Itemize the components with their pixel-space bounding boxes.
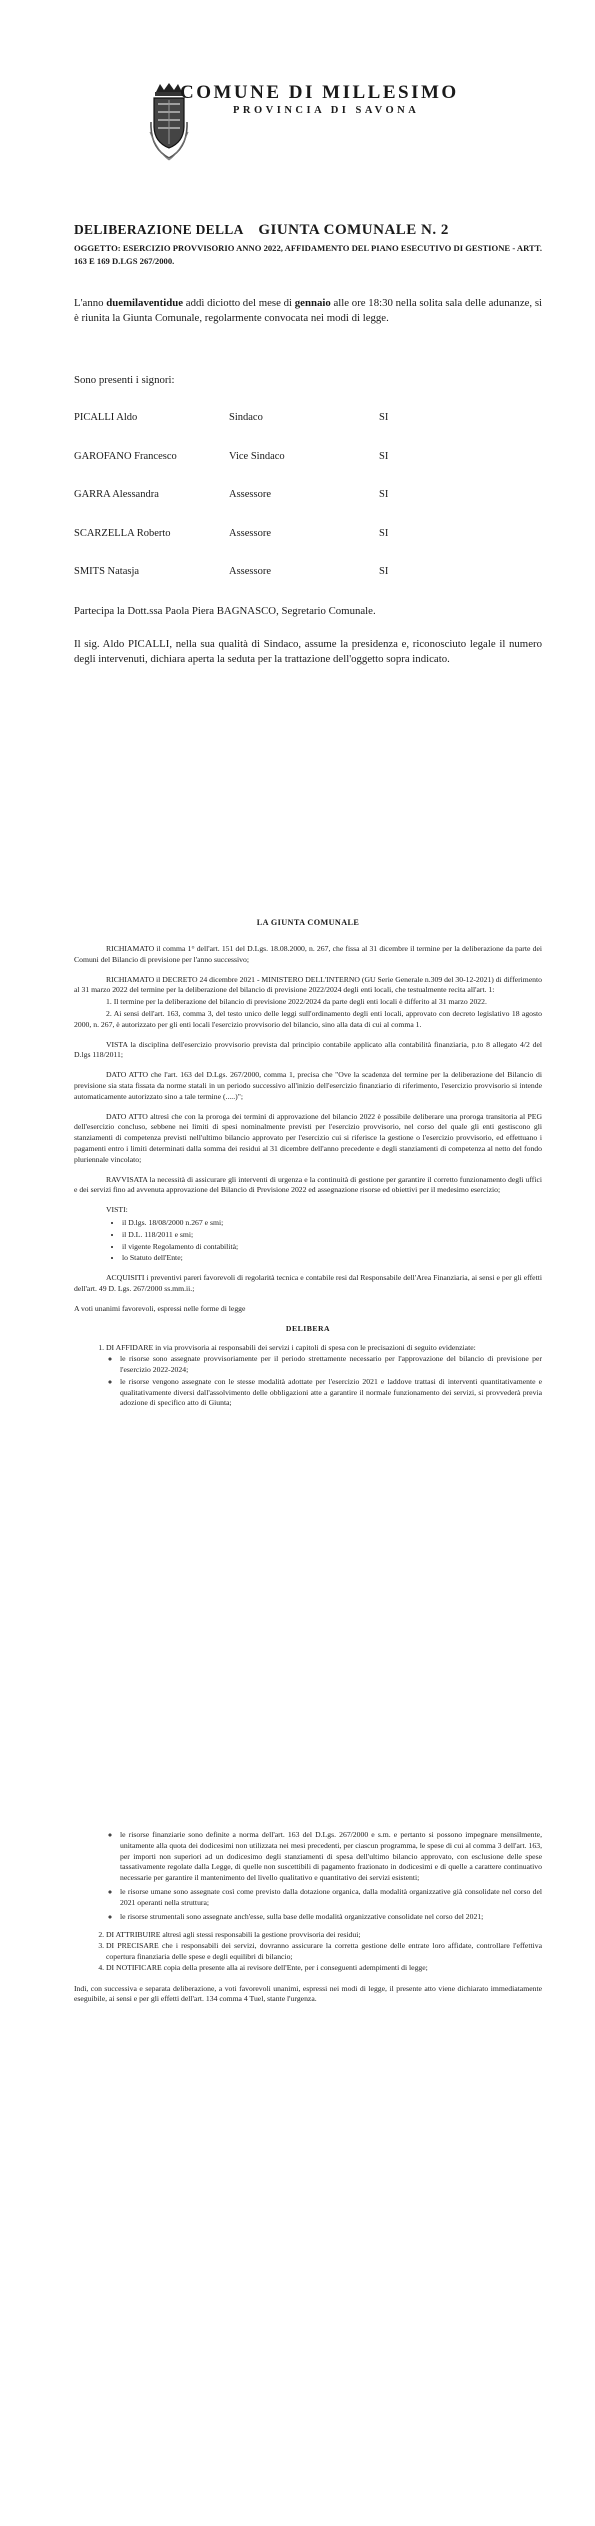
intro-paragraph: [74, 296, 542, 325]
list-item: • il D.L. 118/2011 e smi;: [122, 1230, 542, 1241]
attendee-present: SI: [379, 450, 389, 462]
final-paragraph: Indi, con successiva e separata deliberazione, a voti favorevoli unanimi, espressi nei modi di legge, il presente atto viene dichiarato immediatamente eseguibile, ai sensi e per gli effetti dell'art. 134 comma 4 Tuel, stante l'urgenza.: [74, 1983, 542, 2004]
list-item: 3. DI PRECISARE che i responsabili dei servizi, dovranno assicurare la corretta gestione delle entrate loro affidate, controllare l'effettiva copertura finanziaria delle spese e degli equilibri di bilancio;: [106, 1941, 542, 1963]
list-item: • il vigente Regolamento di contabilità;: [122, 1242, 542, 1253]
attendee-name: GAROFANO Francesco: [74, 450, 177, 462]
table-row: [74, 566, 419, 605]
attendee-role: Assessore: [229, 566, 271, 577]
delibera-list: [74, 1343, 542, 1409]
vista-paragraph: VISTA la disciplina dell'esercizio provvisorio prevista dal principio contabile applicato alla contabilità finanziaria, p.to 8 allegato 4/2 del D.lgs 118/2011;: [74, 1039, 542, 1060]
ravvisata-paragraph: RAVVISATA la necessità di assicurare gli interventi di urgenza e la continuità di gestione per garantire il corretto funzionamento degli uffici e dei servizi fino ad avvenuta approvazione del Bilancio di Previsione 2022 ed assegnazione risorse ed obiettivi per il medesimo esercizio;: [74, 1174, 542, 1195]
giunta-heading: LA GIUNTA COMUNALE: [256, 918, 360, 927]
deliberation-body: [74, 944, 542, 1410]
delibera-continued: [74, 1830, 542, 2014]
attendee-name: SCARZELLA Roberto: [74, 527, 171, 539]
intro-giorno: addì diciotto del mese di: [185, 297, 293, 309]
dato-atto-1: DATO ATTO che l'art. 163 del D.Lgs. 267/2000, comma 1, precisa che "Ove la scadenza del termine per la deliberazione del Bilancio di previsione sia stata fissata da norme statali in un periodo successivo all'inizio dell'esercizio finanziario di riferimento, l'esercizio provvisorio si intende automaticamente autorizzato sino a tale termine (.....)";: [74, 1070, 542, 1101]
richiamato-2a: 1. Il termine per la deliberazione del bilancio di previsione 2022/2024 da parte degli enti locali è differito al 31 marzo 2022.: [106, 997, 487, 1007]
list-item: ◦ le risorse vengono assegnate con le stesse modalità adottate per l'esercizio 2021 e laddove trattasi di interventi quantitativamente e qualitativamente diversi dall'assolvimento delle obbligazioni atte a garantire il normale funzionamento dei servizi, si provvederà previa adozione di specifico atto di Giunta;: [120, 1377, 542, 1409]
attendee-role: Vice Sindaco: [229, 450, 285, 462]
attendee-role: Sindaco: [229, 412, 263, 423]
list-item: [106, 1343, 542, 1409]
table-row: [74, 412, 419, 451]
list-item: ◦ le risorse finanziarie sono definite a norma dell'art. 163 del D.Lgs. 267/2000 e s.m. e pertanto si possono impegnare mensilmente, unitamente alla quota dei dodicesimi non utilizzata nei mesi precedenti, per ciascun programma, le spese di cui al comma 3 dell'art. 163, per importi non superiori ad un dodicesimo degli stanziamenti di spesa dell'ultimo bilancio approvato, con esclusione delle spese tassativamente regolate dalla Legge, di quelle non suscettibili di pagamento frazionato in dodicesimi e di quelle a carattere continuativo necessarie per garantire il mantenimento del livello qualitativo e quantitativo dei servizi esistenti;: [120, 1830, 542, 1884]
list-item: • lo Statuto dell'Ente;: [122, 1253, 542, 1264]
delibera-sublist-continued: [106, 1830, 542, 1922]
delibera-heading: DELIBERA: [285, 1323, 331, 1333]
richiamato-2: RICHIAMATO il DECRETO 24 dicembre 2021 - MINISTERO DELL'INTERNO (GU Serie Generale n.309 del 30-12-2021) di differimento al 31 marzo 2022 del termine per la deliberazione del bilancio di previsione 2022/2024 degli enti locali, che testualmente recita all'art. 1:: [74, 974, 542, 995]
list-item: ◦ le risorse sono assegnate provvisoriamente per il periodo strettamente necessario per l'approvazione del bilancio di previsione per l'esercizio 2022-2024;: [120, 1354, 542, 1376]
presenti-label: Sono presenti i signori:: [74, 374, 175, 386]
intro-mese: gennaio: [294, 297, 331, 309]
list-item: [106, 1830, 542, 1922]
richiamato-2b: 2. Ai sensi dell'art. 163, comma 3, del testo unico delle leggi sull'ordinamento degli enti locali, approvato con decreto legislativo 18 agosto 2000, n. 267, è autorizzato per gli enti locali l'esercizio provvisorio del bilancio, sino alla data di cui al comma 1.: [74, 1008, 542, 1029]
deliberazione-label: DELIBERAZIONE DELLA: [74, 222, 244, 237]
presidenza-paragraph: Il sig. Aldo PICALLI, nella sua qualità di Sindaco, assume la presidenza e, riconosciuto legale il numero degli intervenuti, dichiara aperta la seduta per la trattazione dell'oggetto sopra indicato.: [74, 638, 542, 665]
oggetto: OGGETTO: ESERCIZIO PROVVISORIO ANNO 2022, AFFIDAMENTO DEL PIANO ESECUTIVO DI GESTIONE - ARTT. 163 E 169 D.LGS 267/2000.: [74, 243, 542, 266]
dato-atto-2: DATO ATTO altresì che con la proroga dei termini di approvazione del bilancio 2022 è possibile deliberare una proroga transitoria al PEG dell'esercizio concluso, sebbene nei limiti di spesi nominalmente previsti per l'esercizio provvisorio, nel corso del quale gli enti gestiscono gli stanziamenti di competenza previsti nell'ultimo bilancio approvato per l'esercizio cui si riferisce la gestione o l'esercizio provvisorio, ed effettuano i pagamenti entro i limiti determinati dalla somma dei residui al 31 dicembre dell'anno precedente e degli stanziamenti di competenza al netto del fondo pluriennale vincolato;: [74, 1111, 542, 1164]
attendee-role: Assessore: [229, 489, 271, 500]
delibera-sublist: [106, 1354, 542, 1409]
list-item: 2. DI ATTRIBUIRE altresì agli stessi responsabili la gestione provvisoria dei residui;: [106, 1930, 542, 1941]
deliberazione-title: [74, 222, 449, 239]
attendee-role: Assessore: [229, 527, 271, 539]
attendee-present: SI: [379, 489, 389, 500]
intro-anno: duemilaventidue: [106, 297, 184, 309]
delibera-list-tail: [74, 1930, 542, 1973]
table-row: [74, 489, 419, 528]
segretario-paragraph: Partecipa la Dott.ssa Paola Piera BAGNASCO, Segretario Comunale.: [74, 605, 376, 617]
intro-rest: alle ore 18:30 nella solita sala delle adunanze, si è riunita la Giunta Comunale, regolarmente convocata nei modi di legge.: [74, 297, 543, 324]
list-item: ◦ le risorse umane sono assegnate così come previsto dalla dotazione organica, dalla modalità organizzative già consolidate nel corso del 2021 operanti nella struttura;: [120, 1887, 542, 1909]
provincia-name: PROVINCIA DI SAVONA: [233, 105, 420, 116]
visti-label: VISTI:: [106, 1205, 128, 1215]
voti-paragraph: A voti unanimi favorevoli, espressi nelle forme di legge: [74, 1303, 246, 1313]
list-item: • il D.lgs. 18/08/2000 n.267 e smi;: [122, 1218, 542, 1229]
giunta-number: GIUNTA COMUNALE N. 2: [258, 222, 449, 238]
acquisiti-paragraph: ACQUISITI i preventivi pareri favorevoli di regolarità tecnica e contabile resi dal Responsabile dell'Area Finanziaria, ai sensi e per gli effetti dell'art. 49 D. Lgs. 267/2000 ss.mm.ii.;: [74, 1273, 542, 1293]
list-item: 4. DI NOTIFICARE copia della presente alla ai revisore dell'Ente, per i conseguenti adempimenti di legge;: [106, 1963, 542, 1974]
table-row: [74, 451, 419, 490]
attendee-present: SI: [379, 412, 389, 423]
attendee-present: SI: [379, 527, 389, 539]
richiamato-1: RICHIAMATO il comma 1° dell'art. 151 del D.Lgs. 18.08.2000, n. 267, che fissa al 31 dicembre il termine per la deliberazione da parte dei Comuni del Bilancio di previsione per l'anno successivo;: [74, 944, 542, 964]
attendee-name: GARRA Alessandra: [74, 489, 159, 500]
visti-list: [74, 1218, 542, 1264]
attendees-table: [74, 412, 419, 605]
attendee-present: SI: [379, 566, 389, 577]
attendee-name: PICALLI Aldo: [74, 412, 138, 423]
attendee-name: SMITS Natasja: [74, 566, 140, 577]
list-item: ◦ le risorse strumentali sono assegnate anch'esse, sulla base delle modalità organizzative consolidate nel corso del 2021;: [120, 1912, 542, 1923]
delibera-item-1: DI AFFIDARE in via provvisoria ai responsabili dei servizi i capitoli di spesa con le precisazioni di seguito evidenziate:: [106, 1343, 476, 1353]
comune-name: COMUNE DI MILLESIMO: [180, 82, 459, 103]
intro-anno-label: L'anno: [74, 297, 104, 309]
table-row: [74, 528, 419, 567]
delibera-list-continued: [74, 1830, 542, 1922]
